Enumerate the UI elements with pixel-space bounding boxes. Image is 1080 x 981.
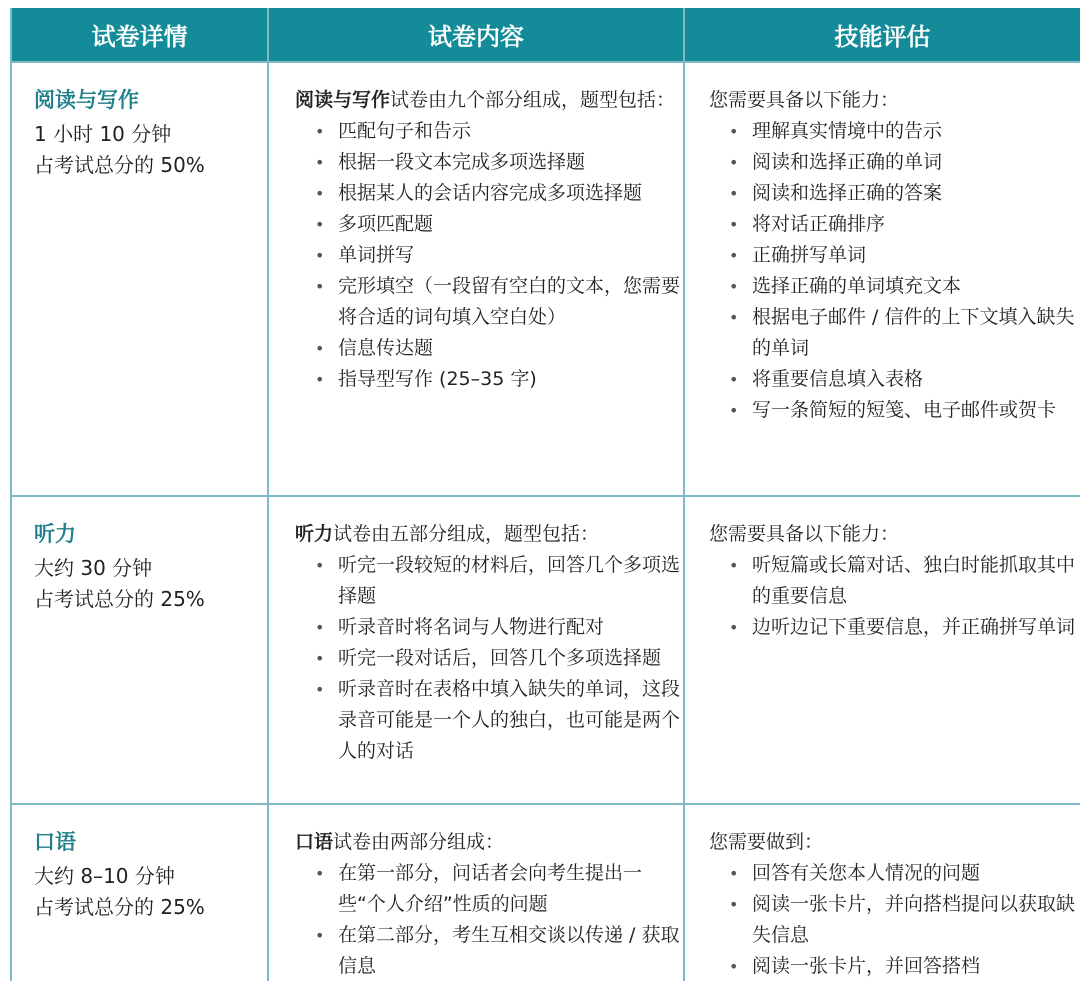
skills-list — [709, 858, 1080, 981]
speaking-content — [269, 805, 683, 981]
skills-intro: 您需要做到： — [709, 831, 824, 853]
duration: 大约 30 分钟 — [34, 556, 153, 580]
listening-details — [12, 497, 267, 803]
content-list — [295, 550, 683, 767]
list-item: • 根据电子邮件 / 信件的上下文填入缺失的单词 — [727, 302, 1080, 364]
content-intro-text: 试卷由九个部分组成，题型包括： — [390, 89, 676, 111]
exam-info-table — [10, 8, 1080, 981]
list-item: • 听完一段对话后，回答几个多项选择题 — [313, 643, 683, 674]
header-paper-details: 试卷详情 — [12, 8, 267, 61]
listening-content — [269, 497, 683, 803]
section-title: 阅读与写作 — [34, 88, 139, 112]
list-item: • 在第一部分，问话者会向考生提出一些“个人介绍”性质的问题 — [313, 858, 683, 920]
list-item: • 理解真实情境中的告示 — [727, 116, 1080, 147]
content-list — [295, 116, 683, 395]
section-title: 听力 — [34, 522, 76, 546]
list-item: • 单词拼写 — [313, 240, 683, 271]
speaking-details — [12, 805, 267, 981]
list-item: • 听录音时在表格中填入缺失的单词，这段录音可能是一个人的独白，也可能是两个人的对话 — [313, 674, 683, 767]
score-weight: 占考试总分的 25% — [34, 895, 205, 919]
content-intro-text: 试卷由两部分组成： — [333, 831, 505, 853]
list-item: • 根据一段文本完成多项选择题 — [313, 147, 683, 178]
content-intro — [295, 519, 683, 550]
content-list — [295, 858, 683, 981]
list-item: • 将重要信息填入表格 — [727, 364, 1080, 395]
list-item: • 边听边记下重要信息，并正确拼写单词 — [727, 612, 1080, 643]
content-intro-bold: 阅读与写作 — [295, 89, 391, 111]
duration: 1 小时 10 分钟 — [34, 122, 172, 146]
score-weight: 占考试总分的 25% — [34, 587, 205, 611]
list-item: • 匹配句子和告示 — [313, 116, 683, 147]
reading-writing-skills — [685, 63, 1080, 495]
duration: 大约 8–10 分钟 — [34, 864, 175, 888]
list-item: • 完形填空（一段留有空白的文本，您需要将合适的词句填入空白处） — [313, 271, 683, 333]
list-item: • 指导型写作 (25–35 字) — [313, 364, 683, 395]
speaking-skills — [685, 805, 1080, 981]
content-intro-text: 试卷由五部分组成，题型包括： — [333, 523, 600, 545]
header-paper-content: 试卷内容 — [269, 8, 683, 61]
list-item: • 听短篇或长篇对话、独白时能抓取其中的重要信息 — [727, 550, 1080, 612]
list-item: • 信息传达题 — [313, 333, 683, 364]
list-item: • 阅读和选择正确的答案 — [727, 178, 1080, 209]
listening-skills — [685, 497, 1080, 803]
list-item: • 阅读一张卡片，并向搭档提问以获取缺失信息 — [727, 889, 1080, 951]
list-item: • 正确拼写单词 — [727, 240, 1080, 271]
list-item: • 写一条简短的短笺、电子邮件或贺卡 — [727, 395, 1080, 426]
content-intro — [295, 827, 683, 858]
score-weight: 占考试总分的 50% — [34, 153, 205, 177]
content-intro — [295, 85, 683, 116]
list-item: • 选择正确的单词填充文本 — [727, 271, 1080, 302]
list-item: • 回答有关您本人情况的问题 — [727, 858, 1080, 889]
list-item: • 在第二部分，考生互相交谈以传递 / 获取信息 — [313, 920, 683, 981]
skills-intro: 您需要具备以下能力： — [709, 523, 900, 545]
skills-list — [709, 550, 1080, 643]
list-item: • 听完一段较短的材料后，回答几个多项选择题 — [313, 550, 683, 612]
list-item: • 听录音时将名词与人物进行配对 — [313, 612, 683, 643]
list-item: • 多项匹配题 — [313, 209, 683, 240]
section-title: 口语 — [34, 830, 76, 854]
list-item: • 阅读一张卡片，并回答搭档 — [727, 951, 1080, 981]
list-item: • 根据某人的会话内容完成多项选择题 — [313, 178, 683, 209]
list-item: • 阅读和选择正确的单词 — [727, 147, 1080, 178]
header-skill-assessment: 技能评估 — [685, 8, 1080, 61]
reading-writing-details — [12, 63, 267, 495]
content-intro-bold: 口语 — [295, 831, 334, 853]
skills-intro: 您需要具备以下能力： — [709, 89, 900, 111]
list-item: • 将对话正确排序 — [727, 209, 1080, 240]
skills-list — [709, 116, 1080, 426]
content-intro-bold: 听力 — [295, 523, 334, 545]
reading-writing-content — [269, 63, 683, 495]
